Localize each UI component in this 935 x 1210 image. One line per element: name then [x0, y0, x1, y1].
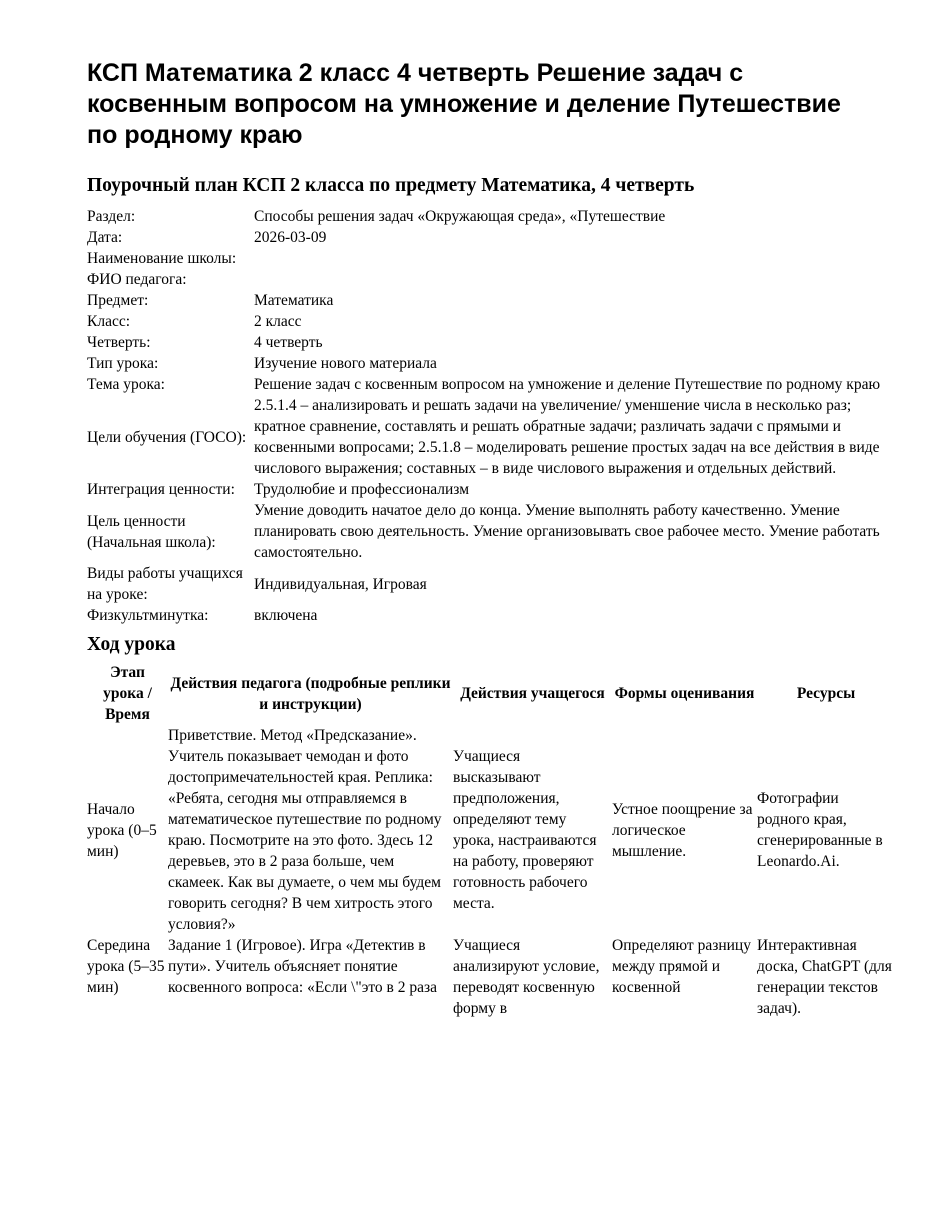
info-label: Цели обучения (ГОСО):: [87, 428, 247, 446]
info-label: Наименование школы:: [87, 250, 237, 267]
info-label: Дата:: [87, 229, 123, 246]
info-label: Виды работы учащихся на уроке:: [87, 565, 243, 603]
info-value: 4 четверть: [254, 334, 323, 351]
info-value: 2.5.1.4 – анализировать и решать задачи на увеличение/ уменшение числа в несколько раз; кратное сравнение, составлять и решать обратные задачи; различать задачи с прямыми и косвенными вопросами; 2.5.1.8 – моделировать решение простых задач на все действия в виде числового выражения; составных – в виде числового выражения и отдельных действий.: [254, 397, 880, 477]
cell-student-actions: [453, 935, 612, 1019]
info-value: 2026-03-09: [254, 229, 327, 246]
cell-assessment: [612, 935, 757, 1019]
table-header-row: [87, 662, 895, 725]
table-row: [87, 935, 895, 1019]
header-assessment: Формы оценивания: [614, 685, 755, 702]
lesson-flow-heading: Ход урока: [87, 634, 176, 655]
info-label: ФИО педагога:: [87, 271, 187, 288]
header-stage: Этап урока / Время: [103, 664, 152, 723]
info-label: Класс:: [87, 313, 131, 330]
info-value: [254, 248, 895, 269]
info-label: Тип урока:: [87, 355, 159, 372]
info-label: Цель ценности (Начальная школа):: [87, 512, 216, 551]
info-value: 2 класс: [254, 313, 302, 330]
info-row: [87, 500, 895, 563]
info-row: [87, 605, 895, 626]
document-page: [87, 58, 895, 1019]
info-value: Индивидуальная, Игровая: [254, 575, 427, 593]
info-row: [87, 227, 895, 248]
info-value: Изучение нового материала: [254, 355, 437, 372]
header-teacher-actions: Действия педагога (подробные реплики и инструкции): [170, 674, 451, 713]
info-row: [87, 374, 895, 395]
table-row: [87, 725, 895, 935]
info-row: [87, 353, 895, 374]
cell-stage: [87, 935, 168, 1019]
info-row: [87, 290, 895, 311]
info-label: Четверть:: [87, 334, 151, 351]
lesson-info-table: [87, 206, 895, 626]
cell-resources: Фотографии родного края, сгенерированные в Leonardo.Ai.: [757, 790, 883, 870]
lesson-flow-table: [87, 662, 895, 1019]
cell-student-actions: Учащиеся высказывают предположения, определяют тему урока, настраиваются на работу, проверяют готовность рабочего места.: [453, 748, 597, 912]
info-value: Способы решения задач «Окружающая среда», «Путешествие: [254, 208, 666, 225]
info-value: Математика: [254, 292, 334, 309]
cell-stage: Начало урока (0–5 мин): [87, 800, 157, 860]
cell-student-actions-text: Учащиеся анализируют условие, переводят косвенную форму в: [453, 937, 600, 1017]
header-student-actions: Действия учащегося: [460, 685, 605, 702]
info-label: Раздел:: [87, 208, 136, 225]
info-row: [87, 311, 895, 332]
cell-teacher-actions-text: Задание 1 (Игровое). Игра «Детектив в пути». Учитель объясняет понятие косвенного вопроса: «Если \"это в 2 раза: [168, 937, 438, 996]
info-row: [87, 332, 895, 353]
info-label: Интеграция ценности:: [87, 481, 235, 498]
cell-resources: [757, 935, 895, 1019]
info-row: [87, 206, 895, 227]
cell-teacher-actions: Приветствие. Метод «Предсказание». Учитель показывает чемодан и фото достопримечательностей края. Реплика: «Ребята, сегодня мы отправляемся в математическое путешествие по родному краю. Посмотрите на это фото. Здесь 12 деревьев, это в 2 раза больше, чем скамеек. Как вы думаете, о чем мы будем говорить сегодня? В чем хитрость этого условия?»: [168, 727, 442, 933]
cell-assessment: Устное поощрение за логическое мышление.: [612, 800, 753, 860]
info-row: [87, 563, 895, 605]
cell-resources-text: Интерактивная доска, ChatGPT (для генерации текстов задач).: [757, 937, 892, 1017]
info-value: Трудолюбие и профессионализм: [254, 481, 470, 498]
cell-stage-text: Середина урока (5–35 мин): [87, 937, 165, 996]
header-resources: Ресурсы: [796, 685, 856, 702]
info-label: Физкультминутка:: [87, 607, 209, 624]
info-value: [254, 269, 895, 290]
info-row: [87, 395, 895, 479]
cell-teacher-actions: [168, 935, 453, 1019]
info-value: включена: [254, 607, 318, 624]
info-label: Предмет:: [87, 292, 149, 309]
document-title: КСП Математика 2 класс 4 четверть Решение задач с косвенным вопросом на умножение и деление Путешествие по родному краю: [87, 59, 841, 149]
info-value: Умение доводить начатое дело до конца. Умение выполнять работу качественно. Умение планировать свою деятельность. Умение организовывать свое рабочее место. Умение работать самостоятельно.: [254, 502, 880, 561]
document-subtitle: Поурочный план КСП 2 класса по предмету Математика, 4 четверть: [87, 175, 695, 196]
cell-assessment-text: Определяют разницу между прямой и косвенной: [612, 937, 751, 996]
info-row: [87, 269, 895, 290]
info-row: [87, 248, 895, 269]
info-value: Решение задач с косвенным вопросом на умножение и деление Путешествие по родному краю: [254, 376, 881, 393]
info-row: [87, 479, 895, 500]
info-label: Тема урока:: [87, 376, 165, 393]
